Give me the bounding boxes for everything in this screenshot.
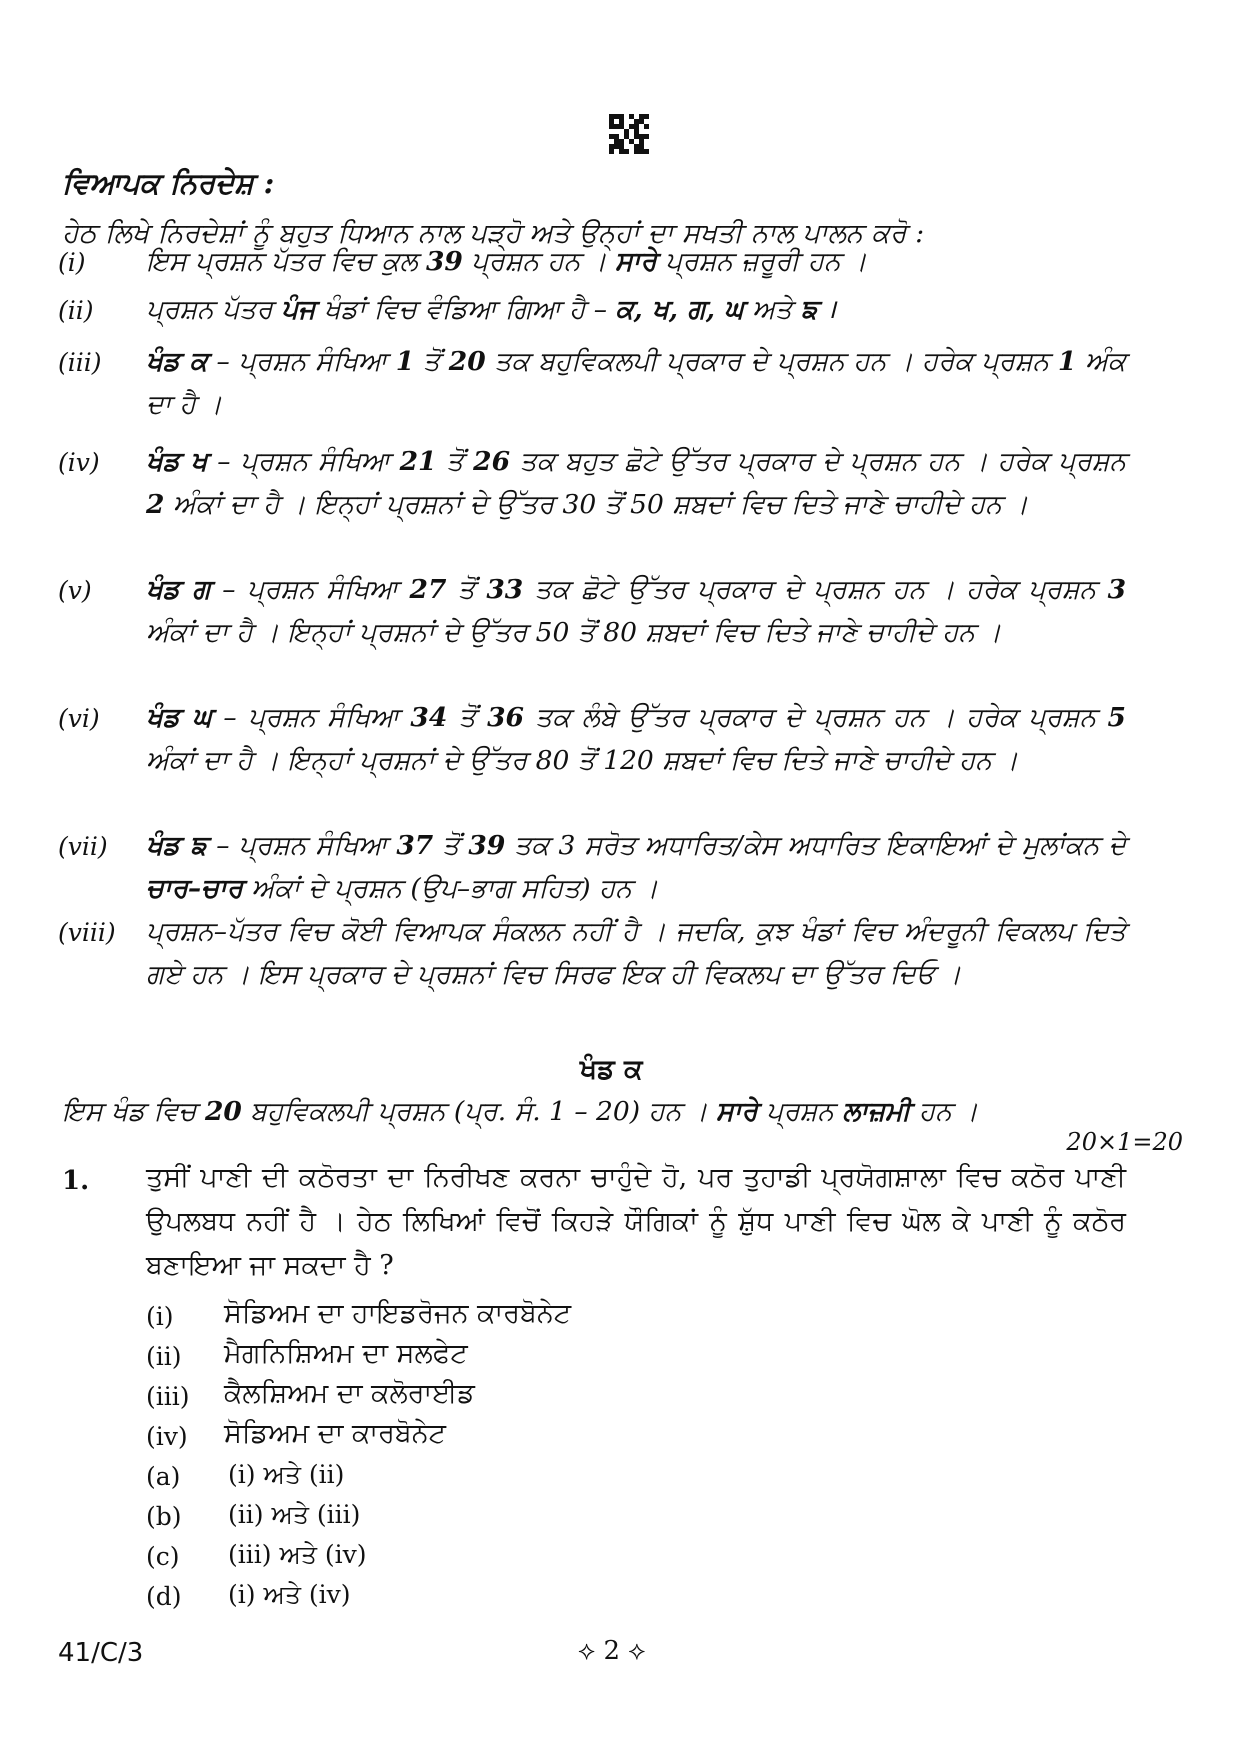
instructions-intro: ਹੇਠ ਲਿਖੇ ਨਿਰਦੇਸ਼ਾਂ ਨੂੰ ਬਹੁਤ ਧਿਆਨ ਨਾਲ ਪੜ੍ਹੋ ਅਤੇ ਉਨ੍ਹਾਂ ਦਾ ਸਖਤੀ ਨਾਲ ਪਾਲਨ ਕਰੋ : bbox=[62, 218, 925, 249]
option-text-a: (i) ਅਤੇ (ii) bbox=[228, 1460, 345, 1489]
option-text-b: (ii) ਅਤੇ (iii) bbox=[228, 1500, 361, 1529]
instruction-text: ਇਸ ਪ੍ਰਸ਼ਨ ਪੱਤਰ ਵਿਚ ਕੁਲ 39 ਪ੍ਰਸ਼ਨ ਹਨ । ਸਾਰੇ ਪ੍ਰਸ਼ਨ ਜ਼ਰੂਰੀ ਹਨ । bbox=[146, 246, 867, 277]
instruction-number: (v) bbox=[58, 576, 92, 605]
instruction-text: ਖੰਡ ਘ – ਪ੍ਰਸ਼ਨ ਸੰਖਿਆ 34 ਤੋਂ 36 ਤਕ ਲੰਬੇ ਉੱਤਰ ਪ੍ਰਕਾਰ ਦੇ ਪ੍ਰਸ਼ਨ ਹਨ । ਹਰੇਕ ਪ੍ਰਸ਼ਨ 5 ਅੰਕਾਂ ਦਾ ਹੈ । ਇਨ੍ਹਾਂ ਪ੍ਰਸ਼ਨਾਂ ਦੇ ਉੱਤਰ 80 ਤੋਂ 120 ਸ਼ਬਦਾਂ ਵਿਚ ਦਿਤੇ ਜਾਣੇ ਚਾਹੀਦੇ ਹਨ । bbox=[146, 702, 1126, 776]
statement-number: (iv) bbox=[146, 1422, 188, 1451]
instruction-number: (vii) bbox=[58, 832, 108, 861]
instruction-number: (viii) bbox=[58, 918, 116, 947]
section-marks: 20×1=20 bbox=[1066, 1128, 1183, 1156]
statement-text: ਕੈਲਸ਼ਿਅਮ ਦਾ ਕਲੋਰਾਈਡ bbox=[224, 1378, 475, 1409]
option-label-c: (c) bbox=[146, 1542, 180, 1571]
statement-number: (iii) bbox=[146, 1382, 190, 1411]
instruction-text: ਖੰਡ ਗ – ਪ੍ਰਸ਼ਨ ਸੰਖਿਆ 27 ਤੋਂ 33 ਤਕ ਛੋਟੇ ਉੱਤਰ ਪ੍ਰਕਾਰ ਦੇ ਪ੍ਰਸ਼ਨ ਹਨ । ਹਰੇਕ ਪ੍ਰਸ਼ਨ 3 ਅੰਕਾਂ ਦਾ ਹੈ । ਇਨ੍ਹਾਂ ਪ੍ਰਸ਼ਨਾਂ ਦੇ ਉੱਤਰ 50 ਤੋਂ 80 ਸ਼ਬਦਾਂ ਵਿਚ ਦਿਤੇ ਜਾਣੇ ਚਾਹੀਦੇ ਹਨ । bbox=[146, 574, 1127, 648]
option-label-d: (d) bbox=[146, 1582, 182, 1611]
option-text-d: (i) ਅਤੇ (iv) bbox=[228, 1580, 351, 1609]
instruction-text: ਪ੍ਰਸ਼ਨ ਪੱਤਰ ਪੰਜ ਖੰਡਾਂ ਵਿਚ ਵੰਡਿਆ ਗਿਆ ਹੈ – ਕ, ਖ, ਗ, ਘ ਅਤੇ ਙ । bbox=[146, 294, 837, 325]
option-label-b: (b) bbox=[146, 1502, 182, 1531]
instruction-number: (ii) bbox=[58, 296, 94, 325]
instruction-number: (iii) bbox=[58, 348, 102, 377]
instruction-text: ਖੰਡ ਕ – ਪ੍ਰਸ਼ਨ ਸੰਖਿਆ 1 ਤੋਂ 20 ਤਕ ਬਹੁਵਿਕਲਪੀ ਪ੍ਰਕਾਰ ਦੇ ਪ੍ਰਸ਼ਨ ਹਨ । ਹਰੇਕ ਪ੍ਰਸ਼ਨ 1 ਅੰਕ ਦਾ ਹੈ । bbox=[146, 346, 1126, 420]
qr-module bbox=[644, 149, 649, 154]
option-text-c: (iii) ਅਤੇ (iv) bbox=[228, 1540, 367, 1569]
question-text: ਤੁਸੀਂ ਪਾਣੀ ਦੀ ਕਠੋਰਤਾ ਦਾ ਨਿਰੀਖਣ ਕਰਨਾ ਚਾਹੁੰਦੇ ਹੋ, ਪਰ ਤੁਹਾਡੀ ਪ੍ਰਯੋਗਸ਼ਾਲਾ ਵਿਚ ਕਠੋਰ ਪਾਣੀ ਉਪਲਬਧ ਨਹੀਂ ਹੈ । ਹੇਠ ਲਿਖਿਆਂ ਵਿਚੋਂ ਕਿਹੜੇ ਯੌਗਿਕਾਂ ਨੂੰ ਸ਼ੁੱਧ ਪਾਣੀ ਵਿਚ ਘੋਲ ਕੇ ਪਾਣੀ ਨੂੰ ਕਠੋਰ ਬਣਾਇਆ ਜਾ ਸਕਦਾ ਹੈ ? bbox=[146, 1162, 1126, 1281]
instruction-text: ਖੰਡ ਖ – ਪ੍ਰਸ਼ਨ ਸੰਖਿਆ 21 ਤੋਂ 26 ਤਕ ਬਹੁਤ ਛੋਟੇ ਉੱਤਰ ਪ੍ਰਕਾਰ ਦੇ ਪ੍ਰਸ਼ਨ ਹਨ । ਹਰੇਕ ਪ੍ਰਸ਼ਨ 2 ਅੰਕਾਂ ਦਾ ਹੈ । ਇਨ੍ਹਾਂ ਪ੍ਰਸ਼ਨਾਂ ਦੇ ਉੱਤਰ 30 ਤੋਂ 50 ਸ਼ਬਦਾਂ ਵਿਚ ਦਿਤੇ ਜਾਣੇ ਚਾਹੀਦੇ ਹਨ । bbox=[146, 446, 1126, 520]
instruction-number: (iv) bbox=[58, 448, 100, 477]
section-intro: ਇਸ ਖੰਡ ਵਿਚ 20 ਬਹੁਵਿਕਲਪੀ ਪ੍ਰਸ਼ਨ (ਪ੍ਰ. ਸੰ. 1 – 20) ਹਨ । ਸਾਰੇ ਪ੍ਰਸ਼ਨ ਲਾਜ਼ਮੀ ਹਨ । bbox=[62, 1096, 979, 1127]
statement-text: ਮੈਗਨਿਸ਼ਿਅਮ ਦਾ ਸਲਫੇਟ bbox=[224, 1338, 468, 1369]
qr-code bbox=[609, 114, 649, 154]
instruction-number: (vi) bbox=[58, 704, 100, 733]
statement-number: (ii) bbox=[146, 1342, 182, 1371]
statement-text: ਸੋਡਿਅਮ ਦਾ ਕਾਰਬੋਨੇਟ bbox=[224, 1418, 446, 1449]
general-instructions-heading: ਵਿਆਪਕ ਨਿਰਦੇਸ਼ : bbox=[62, 166, 275, 200]
statement-text: ਸੋਡਿਅਮ ਦਾ ਹਾਇਡਰੋਜਨ ਕਾਰਬੋਨੇਟ bbox=[224, 1298, 572, 1329]
question-number: 1. bbox=[62, 1166, 90, 1196]
statement-number: (i) bbox=[146, 1302, 174, 1331]
paper-code: 41/C/3 bbox=[58, 1638, 144, 1668]
instruction-number: (i) bbox=[58, 248, 86, 277]
instruction-text: ਪ੍ਰਸ਼ਨ–ਪੱਤਰ ਵਿਚ ਕੋਈ ਵਿਆਪਕ ਸੰਕਲਨ ਨਹੀਂ ਹੈ । ਜਦਕਿ, ਕੁਝ ਖੰਡਾਂ ਵਿਚ ਅੰਦਰੂਨੀ ਵਿਕਲਪ ਦਿਤੇ ਗਏ ਹਨ । ਇਸ ਪ੍ਰਕਾਰ ਦੇ ਪ੍ਰਸ਼ਨਾਂ ਵਿਚ ਸਿਰਫ ਇਕ ਹੀ ਵਿਕਲਪ ਦਾ ਉੱਤਰ ਦਿਓ । bbox=[146, 916, 1126, 990]
instruction-text: ਖੰਡ ਙ – ਪ੍ਰਸ਼ਨ ਸੰਖਿਆ 37 ਤੋਂ 39 ਤਕ 3 ਸਰੋਤ ਅਧਾਰਿਤ/ਕੇਸ ਅਧਾਰਿਤ ਇਕਾਇਆਂ ਦੇ ਮੁਲਾਂਕਨ ਦੇ ਚਾਰ–ਚਾਰ ਅੰਕਾਂ ਦੇ ਪ੍ਰਸ਼ਨ (ਉਪ–ਭਾਗ ਸਹਿਤ) ਹਨ । bbox=[146, 830, 1126, 904]
section-title: ਖੰਡ ਕ bbox=[580, 1054, 643, 1085]
page-number: ⟡ 2 ⟡ bbox=[578, 1636, 646, 1666]
option-label-a: (a) bbox=[146, 1462, 181, 1491]
